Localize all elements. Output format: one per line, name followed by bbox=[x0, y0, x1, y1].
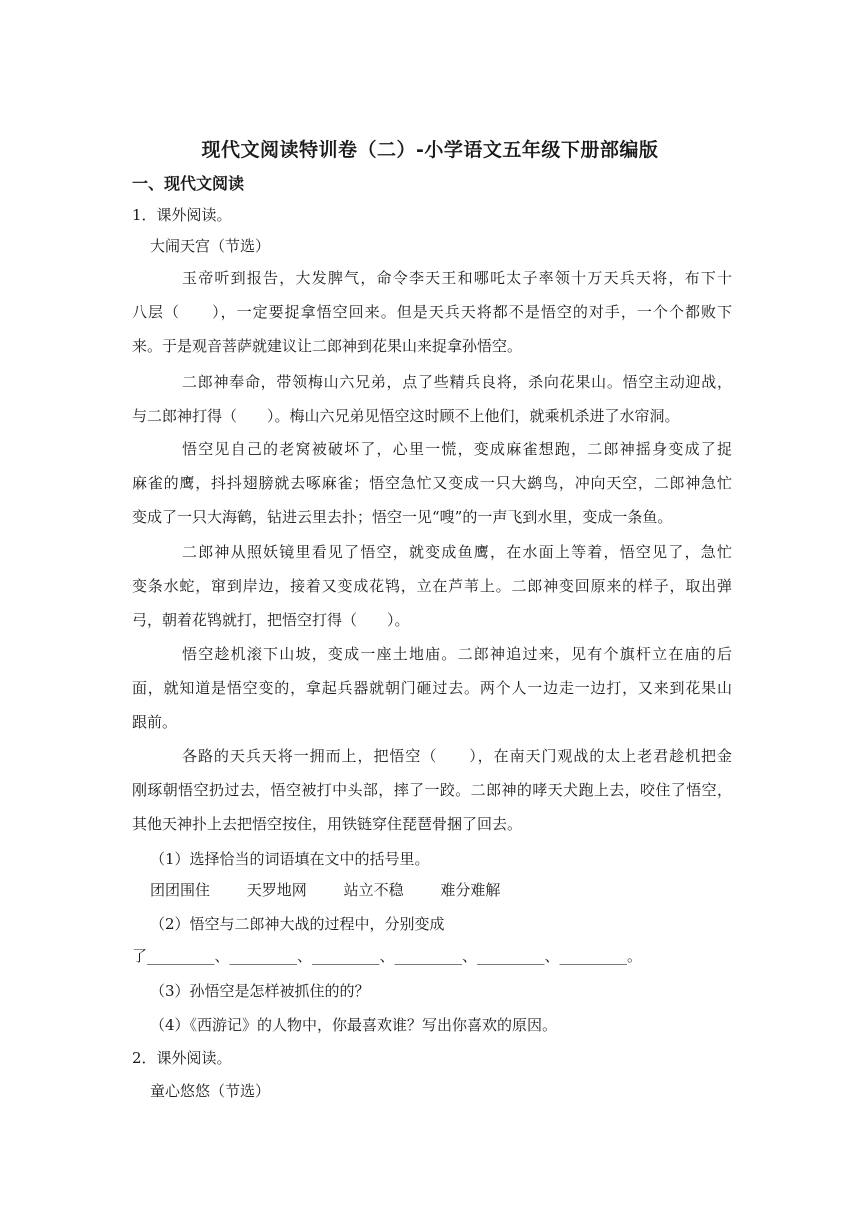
page-title: 现代文阅读特训卷（二）-小学语文五年级下册部编版 bbox=[201, 139, 659, 161]
word-option: 站立不稳 bbox=[343, 881, 404, 899]
passage-title: 童心悠悠（节选） bbox=[150, 1082, 271, 1100]
sub-question-2: （2）悟空与二郎神大战的过程中，分别变成 bbox=[150, 915, 445, 933]
question-2-label: 2．课外阅读。 bbox=[132, 1049, 232, 1067]
paragraph-line: 刚琢朝悟空扔过去，悟空被打中头部，摔了一跤。二郎神的哮天犬跑上去，咬住了悟空， bbox=[132, 781, 732, 799]
paragraph-line: 悟空见自己的老窝被破坏了，心里一慌，变成麻雀想跑，二郎神摇身变成了捉 bbox=[182, 440, 732, 458]
paragraph-line: 面，就知道是悟空变的，拿起兵器就朝门砸过去。两个人一边走一边打，又来到花果山 bbox=[132, 679, 732, 697]
paragraph-line: 变成了一只大海鹤，钻进云里去扑；悟空一见“嗖”的一声飞到水里，变成一条鱼。 bbox=[132, 508, 673, 526]
sub-question-2-blanks: 了_________、_________、_________、_________、_________、_________。 bbox=[132, 947, 643, 965]
paragraph-line: 二郎神从照妖镜里看见了悟空，就变成鱼鹰，在水面上等着，悟空见了，急忙 bbox=[182, 543, 732, 561]
paragraph-line: 悟空趁机滚下山坡，变成一座土地庙。二郎神追过来，见有个旗杆立在庙的后 bbox=[182, 645, 732, 663]
sub-question-3: （3）孙悟空是怎样被抓住的的？ bbox=[150, 982, 370, 1000]
sub-question-1: （1）选择恰当的词语填在文中的括号里。 bbox=[150, 850, 430, 868]
word-options bbox=[150, 880, 750, 900]
paragraph-line: 弓，朝着花鸨就打，把悟空打得（ ）。 bbox=[132, 611, 410, 629]
sub-question-4: （4）《西游记》的人物中，你最喜欢谁？写出你喜欢的原因。 bbox=[150, 1016, 558, 1034]
paragraph-line: 玉帝听到报告，大发脾气，命令李天王和哪吒太子率领十万天兵天将，布下十 bbox=[182, 269, 732, 287]
word-option: 难分难解 bbox=[440, 881, 501, 899]
question-1-label: 1．课外阅读。 bbox=[132, 206, 232, 224]
passage-title: 大闹天宫（节选） bbox=[150, 237, 271, 255]
paragraph-line: 与二郎神打得（ ）。梅山六兄弟见悟空这时顾不上他们，就乘机杀进了水帘洞。 bbox=[132, 407, 680, 425]
paragraph-line: 二郎神奉命，带领梅山六兄弟，点了些精兵良将，杀向花果山。悟空主动迎战， bbox=[182, 373, 732, 391]
paragraph-line: 跟前。 bbox=[132, 713, 178, 731]
word-option: 天罗地网 bbox=[246, 881, 307, 899]
paragraph-line: 各路的天兵天将一拥而上，把悟空（ ），在南天门观战的太上老君趁机把金 bbox=[182, 747, 732, 765]
paragraph-line: 来。于是观音菩萨就建议让二郎神到花果山来捉拿孙悟空。 bbox=[132, 337, 523, 355]
paragraph-line: 其他天神扑上去把悟空按住，用铁链穿住琵琶骨捆了回去。 bbox=[132, 815, 523, 833]
section-heading: 一、现代文阅读 bbox=[132, 174, 245, 193]
paragraph-line: 变条水蛇，窜到岸边，接着又变成花鸨，立在芦苇上。二郎神变回原来的样子，取出弹 bbox=[132, 577, 732, 595]
word-option: 团团围住 bbox=[150, 881, 211, 899]
paragraph-line: 麻雀的鹰，抖抖翅膀就去啄麻雀；悟空急忙又变成一只大鹚鸟，冲向天空，二郎神急忙 bbox=[132, 474, 732, 492]
paragraph-line: 八层（ ），一定要捉拿悟空回来。但是天兵天将都不是悟空的对手，一个个都败下 bbox=[132, 303, 732, 321]
